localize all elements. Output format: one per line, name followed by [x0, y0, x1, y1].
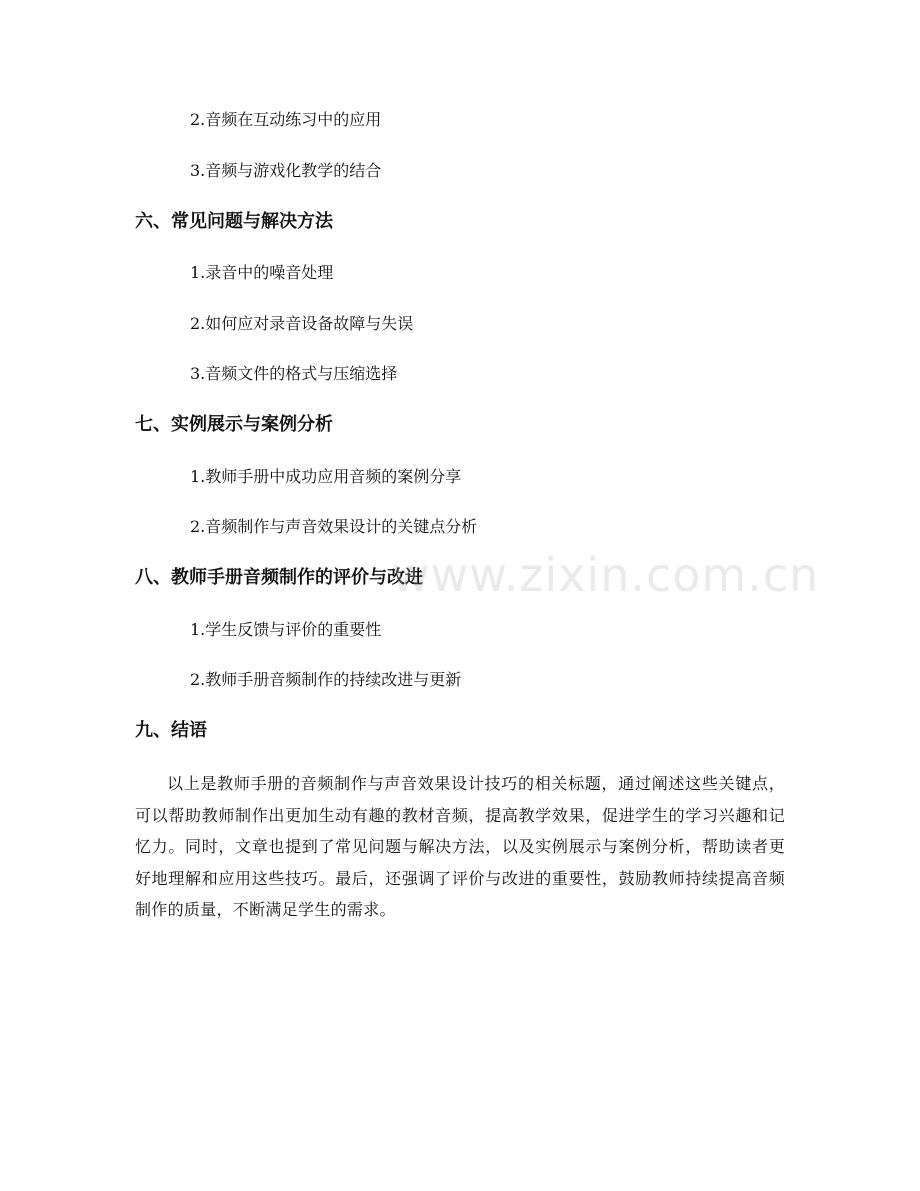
list-item: 2.教师手册音频制作的持续改进与更新 — [190, 670, 462, 689]
list-item: 2.如何应对录音设备故障与失误 — [190, 314, 414, 333]
list-item: 1.学生反馈与评价的重要性 — [190, 620, 382, 639]
conclusion-paragraph: 以上是教师手册的音频制作与声音效果设计技巧的相关标题，通过阐述这些关键点，可以帮助教师制作出更加生动有趣的教材音频，提高教学效果，促进学生的学习兴趣和记忆力。同时，文章也提到了常见问题与解决方法，以及实例展示与案例分析，帮助读者更好地理解和应用这些技巧。最后，还强调了评价与改进的重要性，鼓励教师持续提高音频制作的质量，不断满足学生的需求。 — [135, 774, 785, 919]
list-item: 1.教师手册中成功应用音频的案例分享 — [190, 467, 462, 486]
list-item: 1.录音中的噪音处理 — [190, 263, 334, 282]
list-item: 3.音频文件的格式与压缩选择 — [190, 364, 398, 383]
section-heading: 七、实例展示与案例分析 — [135, 414, 333, 435]
section-heading: 六、常见问题与解决方法 — [135, 211, 333, 232]
list-item: 2.音频制作与声音效果设计的关键点分析 — [190, 517, 478, 536]
section-heading: 九、结语 — [135, 720, 207, 741]
section-heading: 八、教师手册音频制作的评价与改进 — [135, 567, 423, 588]
watermark: www.zixin.com.cn — [392, 548, 820, 602]
list-item: 2.音频在互动练习中的应用 — [190, 110, 382, 129]
list-item: 3.音频与游戏化教学的结合 — [190, 161, 382, 180]
